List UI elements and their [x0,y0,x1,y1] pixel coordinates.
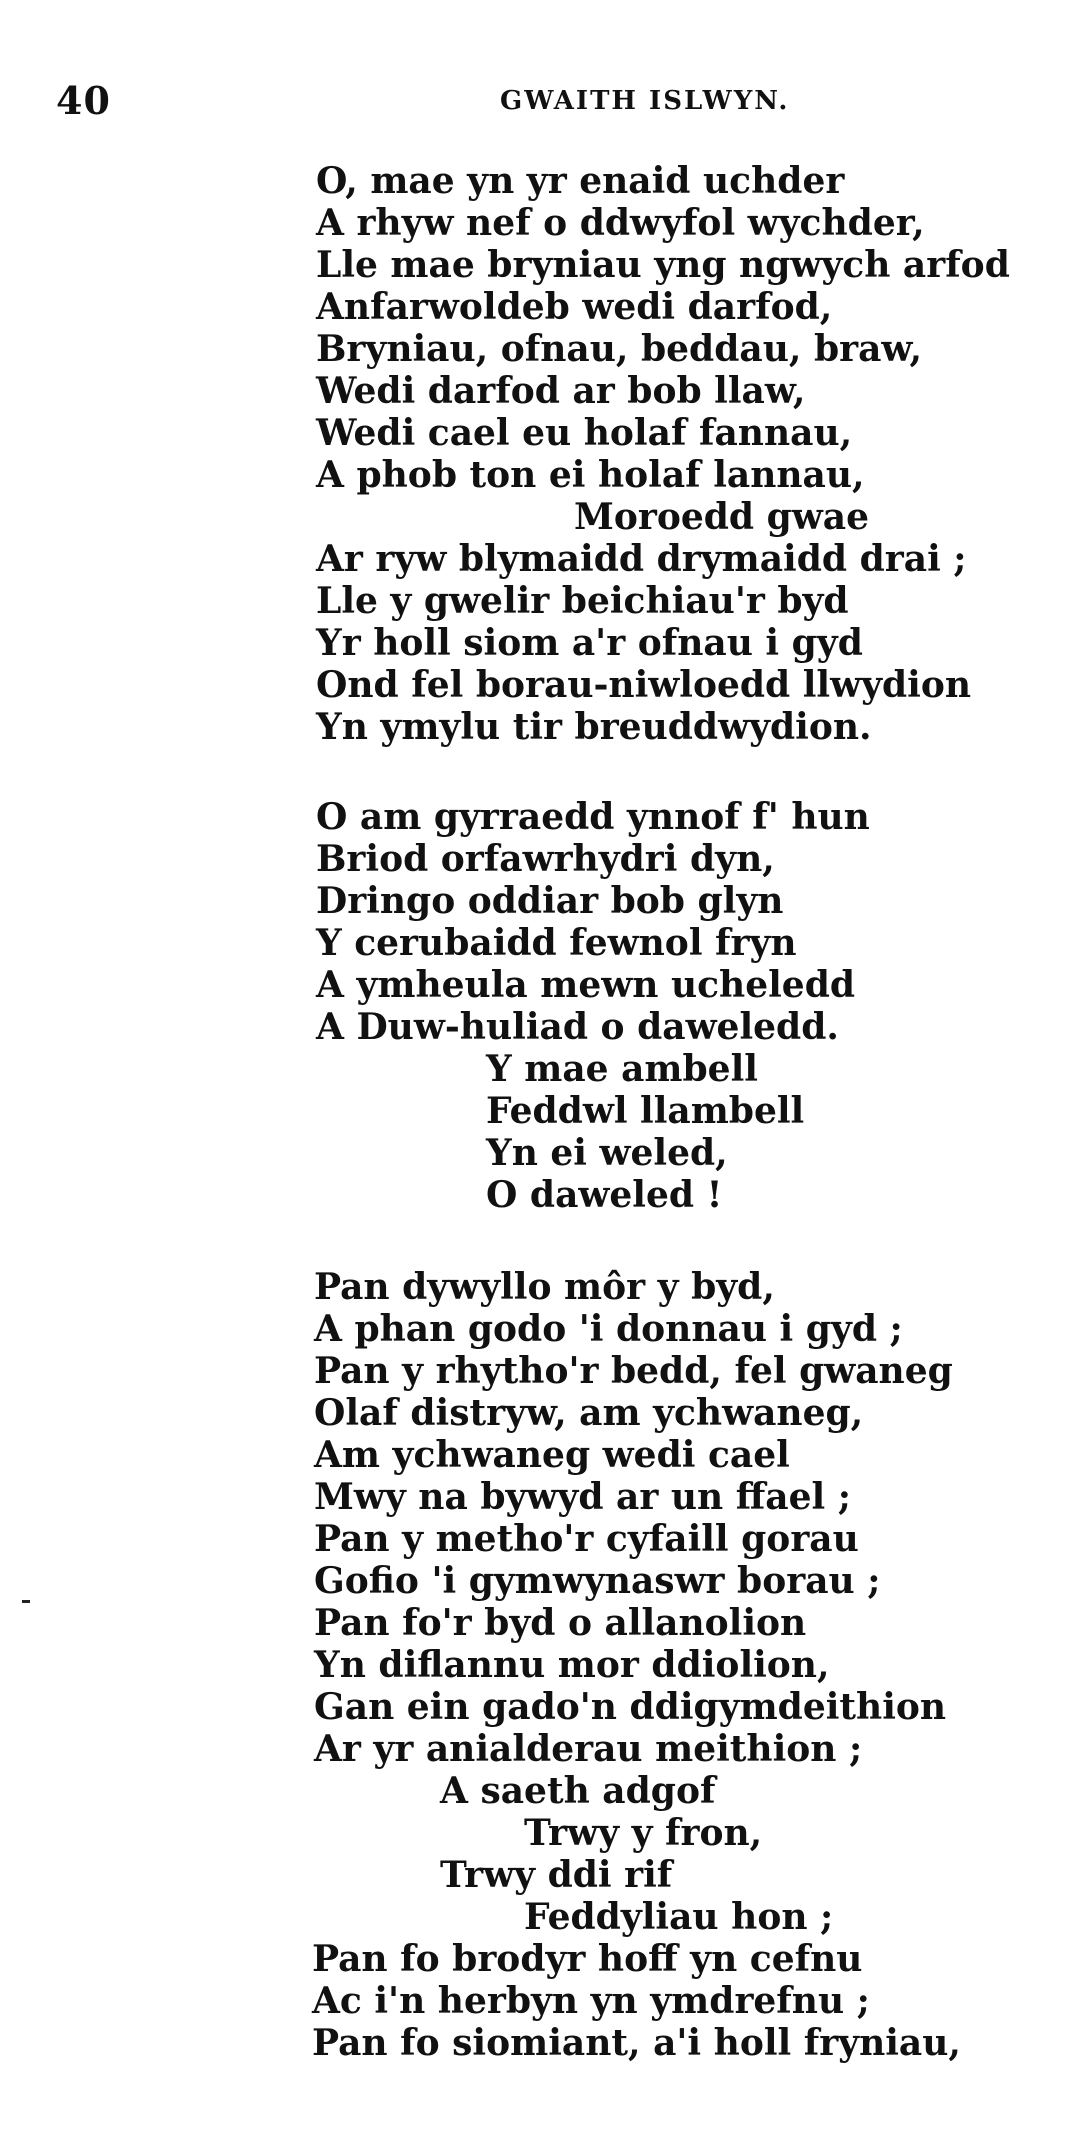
page-number: 40 [56,78,111,123]
poem-line: Yr holl siom a'r ofnau i gyd [316,622,863,664]
poem-line: Yn ei weled, [486,1132,728,1174]
poem-line: Feddyliau hon ; [524,1896,834,1938]
poem-line: A ymheula mewn ucheledd [316,964,856,1006]
running-head: GWAITH ISLWYN. [500,86,790,116]
poem-line: Pan dywyllo môr y byd, [314,1266,775,1308]
poem-line: Pan fo siomiant, a'i holl fryniau, [312,2022,961,2064]
poem-line: Yn diflannu mor ddiolion, [314,1644,830,1686]
poem-line: Mwy na bywyd ar un ffael ; [314,1476,852,1518]
poem-line: A phob ton ei holaf lannau, [316,454,865,496]
poem-line: Ar ryw blymaidd drymaidd drai ; [316,538,967,580]
poem-line: A Duw-huliad o daweledd. [316,1006,839,1048]
poem-line: Pan y metho'r cyfaill gorau [314,1518,859,1560]
poem-line: Y cerubaidd fewnol fryn [316,922,797,964]
poem-line: Pan fo'r byd o allanolion [314,1602,807,1644]
poem-line: A phan godo 'i donnau i gyd ; [314,1308,903,1350]
poem-line: Lle mae bryniau yng ngwych arfod [316,244,1010,286]
poem-line: Pan y rhytho'r bedd, fel gwaneg [314,1350,953,1392]
poem-line: O daweled ! [486,1174,723,1216]
poem-line: O, mae yn yr enaid uchder [316,160,845,202]
poem-line: Anfarwoldeb wedi darfod, [316,286,833,328]
margin-mark [22,1600,30,1603]
poem-line: Dringo oddiar bob glyn [316,880,784,922]
poem-line: Lle y gwelir beichiau'r byd [316,580,849,622]
poem-line: Trwy y fron, [524,1812,763,1854]
poem-line: Bryniau, ofnau, beddau, braw, [316,328,923,370]
poem-line: Yn ymylu tir breuddwydion. [316,706,872,748]
poem-line: Wedi cael eu holaf fannau, [316,412,853,454]
page-header [0,78,1082,128]
poem-line: Am ychwaneg wedi cael [314,1434,790,1476]
poem-line: Pan fo brodyr hoff yn cefnu [312,1938,863,1980]
poem-line: Feddwl llambell [486,1090,805,1132]
poem-line: Ar yr anialderau meithion ; [314,1728,863,1770]
poem-line: A saeth adgof [440,1770,716,1812]
poem-line: Olaf distryw, am ychwaneg, [314,1392,864,1434]
poem-line: Y mae ambell [486,1048,758,1090]
poem-line: Wedi darfod ar bob llaw, [316,370,806,412]
poem-line: Gan ein gado'n ddigymdeithion [314,1686,947,1728]
poem-line: Trwy ddi rif [440,1854,673,1896]
poem-line: Ond fel borau-niwloedd llwydion [316,664,972,706]
poem-line: Moroedd gwae [574,496,870,538]
poem-line: O am gyrraedd ynnof f' hun [316,796,870,838]
poem-line: A rhyw nef o ddwyfol wychder, [316,202,925,244]
poem-line: Ac i'n herbyn yn ymdrefnu ; [312,1980,870,2022]
poem-line: Briod orfawrhydri dyn, [316,838,775,880]
poem-line: Gofio 'i gymwynaswr borau ; [314,1560,881,1602]
